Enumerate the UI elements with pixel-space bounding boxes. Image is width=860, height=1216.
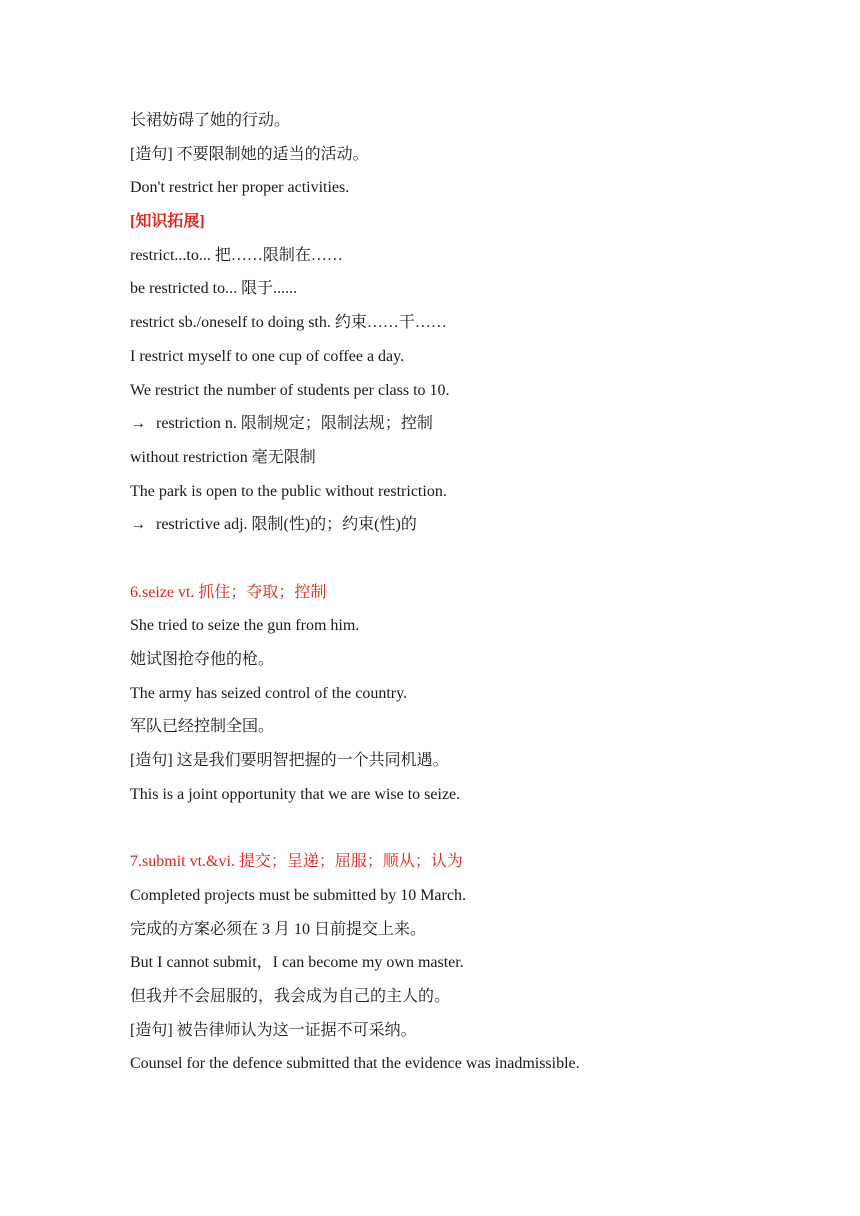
text-line: I restrict myself to one cup of coffee a day. bbox=[130, 347, 405, 365]
derivative-line bbox=[130, 513, 790, 547]
arrow-right-icon: → bbox=[130, 415, 146, 433]
text-line: This is a joint opportunity that we are wise to seize. bbox=[130, 785, 461, 803]
example-prompt: [造句] 被告律师认为这一证据不可采纳。 bbox=[130, 1021, 417, 1039]
text-line: without restriction 毫无限制 bbox=[130, 448, 316, 466]
text-line: 军队已经控制全国。 bbox=[130, 718, 275, 736]
text-line: 但我并不会屈服的，我会成为自己的主人的。 bbox=[130, 987, 451, 1005]
derivative-text: restrictive adj. 限制(性)的；约束(性)的 bbox=[156, 516, 417, 534]
blank-line bbox=[130, 816, 790, 850]
example-prompt: [造句] 不要限制她的适当的活动。 bbox=[130, 145, 369, 163]
document-page bbox=[130, 109, 790, 1086]
text-line: restrict...to... 把……限制在…… bbox=[130, 246, 343, 264]
derivative-line bbox=[130, 412, 790, 446]
text-line: Don't restrict her proper activities. bbox=[130, 179, 350, 197]
example-prompt: [造句] 这是我们要明智把握的一个共同机遇。 bbox=[130, 752, 449, 770]
text-line: The army has seized control of the country. bbox=[130, 684, 408, 702]
text-line: The park is open to the public without restriction. bbox=[130, 482, 447, 500]
entry-heading-seize: 6.seize vt. 抓住；夺取；控制 bbox=[130, 583, 327, 601]
text-line: 长裙妨碍了她的行动。 bbox=[130, 112, 291, 129]
text-line: 她试图抢夺他的枪。 bbox=[130, 651, 275, 668]
text-line: restrict sb./oneself to doing sth. 约束……干…… bbox=[130, 314, 447, 332]
blank-line bbox=[130, 547, 790, 581]
text-line: be restricted to... 限于...... bbox=[130, 280, 298, 298]
text-line: She tried to seize the gun from him. bbox=[130, 617, 360, 635]
text-line: We restrict the number of students per class to 10. bbox=[130, 381, 450, 399]
section-heading-knowledge-extension: [知识拓展] bbox=[130, 213, 205, 231]
text-line: Completed projects must be submitted by 10 March. bbox=[130, 886, 466, 904]
text-line: But I cannot submit，I can become my own master. bbox=[130, 954, 464, 972]
derivative-text: restriction n. 限制规定；限制法规；控制 bbox=[156, 415, 433, 433]
entry-heading-submit: 7.submit vt.&vi. 提交；呈递；屈服；顺从；认为 bbox=[130, 853, 463, 871]
arrow-right-icon: → bbox=[130, 516, 146, 534]
text-line: 完成的方案必须在 3 月 10 日前提交上来。 bbox=[130, 920, 427, 938]
text-line: Counsel for the defence submitted that the evidence was inadmissible. bbox=[130, 1055, 580, 1073]
